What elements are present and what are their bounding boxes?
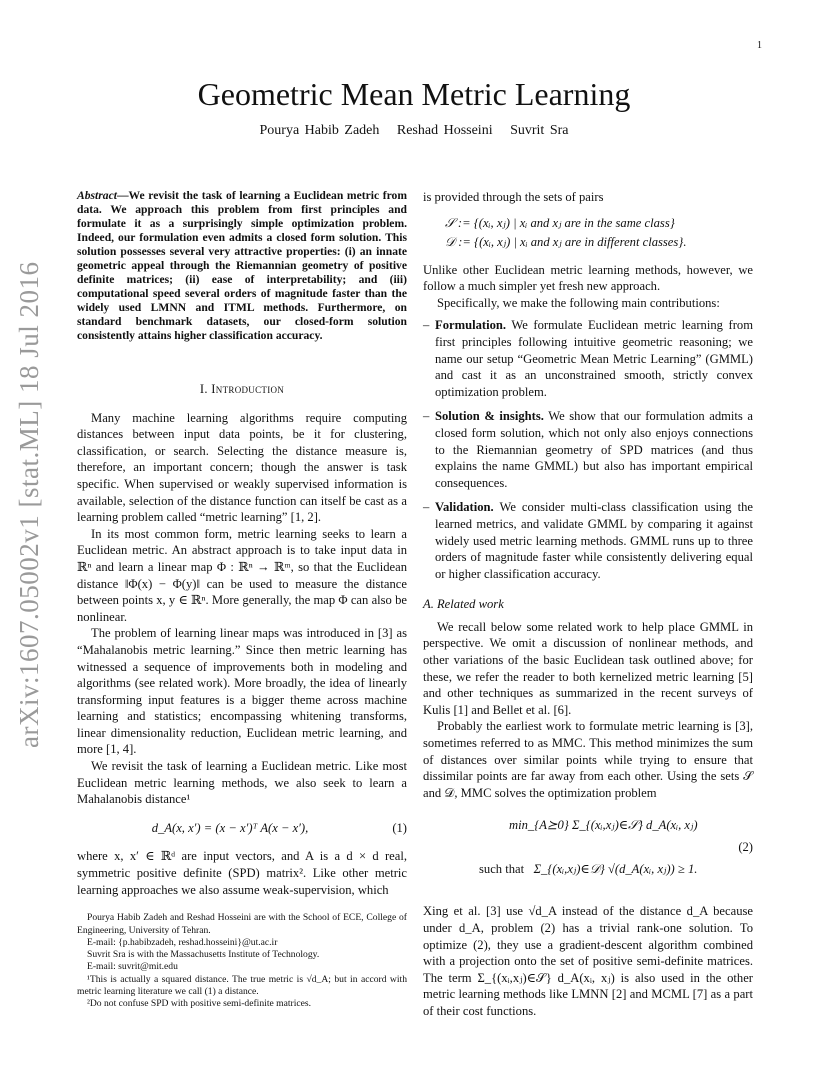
left-column [77,189,407,1011]
abstract [77,189,407,343]
arxiv-stamp[interactable]: arXiv:1607.05002v1 [stat.ML] 18 Jul 2016 [14,261,44,748]
contribution-list [423,317,753,582]
abstract-label: Abstract [77,189,117,202]
footnote-2: ²Do not confuse SPD with positive semi-definite matrices. [87,998,312,1010]
affiliation-1: Pourya Habib Zadeh and Reshad Hosseini are with the School of ECE, College of Engineering, University of Tehran. [77,912,407,936]
contribution-title: Formulation. [435,318,507,333]
dissimilar-set-definition: 𝒟 := {(xᵢ, xⱼ) | xᵢ and xⱼ are in different classes}. [445,234,687,249]
intro-paragraph-3: The problem of learning linear maps was introduced in [3] as “Mahalanobis metric learning.” Since then metric learning has witnessed a sequence of improvements both in modeling and algorithms (see related work). More broadly, the idea of linearly transforming input features is a bigger theme across machine learning and statistics; encompassing whitening transforms, linear dimensionality reduction, Euclidean metric learning, and more [1, 4]. [77,626,407,757]
intro-paragraph-2: In its most common form, metric learning seeks to learn a Euclidean metric. An abstract approach is to take input data in ℝⁿ and learn a linear map Φ : ℝⁿ → ℝᵐ, so that the Euclidean distance ‖Φ(x) − Φ(y)‖ can be used to measure the distance between points x, y ∈ ℝⁿ. More generally, the map Φ can also be nonlinear. [77,526,407,624]
paper-title: Geometric Mean Metric Learning [197,76,631,112]
equation-2-constraint-body: Σ_{(xᵢ,xⱼ)∈𝒟} √(d_A(xᵢ, xⱼ)) ≥ 1. [533,862,698,877]
section-heading-introduction: I. Introduction [199,382,285,396]
right-column [423,189,753,1020]
email-1: E-mail: {p.habibzadeh, reshad.hosseini}@ut.ac.ir [87,936,278,948]
related-paragraph-1: We recall below some related work to help place GMML in perspective. We omit a discussion of nonlinear methods, and other variations of the basic Euclidean task outlined above; for these, we refer the reader to both kernelized metric learning [5] and other techniques as summarized in the recent surveys of Kulis [1] and Bellet et al. [6]. [423,619,753,717]
related-paragraph-3: Xing et al. [3] use √d_A instead of the distance d_A because under d_A, problem (2) has a trivial rank-one solution. To optimize (2), they use a gradient-descent algorithm combined with a projection onto the set of positive semi-definite matrices. The term Σ_{(xᵢ,xⱼ)∈𝒮} d_A(xᵢ, xⱼ) is also used in the other metric learning methods like LMNN [2] and MCML [7] as a part of their cost functions. [423,904,753,1018]
contribution-item [423,408,753,491]
contribution-text: We show that our formulation admits a closed form solution, which not only also enjoys connections to the Riemannian geometry of SPD matrices (and thus explains the name GMML) but also has important empirical consequences. [435,409,753,490]
author-list [0,123,828,139]
footnotes [77,912,407,1010]
contribution-text: We formulate Euclidean metric learning from first principles following intuitive geometric reasoning; we name our setup “Geometric Mean Metric Learning” (GMML) and cast it as an unconstrained smooth, strictly convex optimization problem. [435,318,753,399]
equation-1-body: d_A(x, x′) = (x − x′)ᵀ A(x − x′), [151,820,309,835]
contribution-title: Validation. [435,500,494,515]
contribution-text: We consider multi-class classification using the learned metrics, and validate GMML by comparing it against widely used metric learning methods. GMML runs up to three orders of magnitude faster while consistently delivering equal or higher classification accuracy. [435,500,753,581]
page-number: 1 [757,40,762,51]
author-3: Suvrit Sra [510,123,569,138]
contribution-title: Solution & insights. [435,409,544,424]
right-paragraph-3: Specifically, we make the following main contributions: [437,295,720,310]
author-1: Pourya Habib Zadeh [259,123,380,138]
similar-set-definition: 𝒮 := {(xᵢ, xⱼ) | xᵢ and xⱼ are in the same class} [445,215,675,230]
equation-1 [77,820,407,837]
right-paragraph-2: Unlike other Euclidean metric learning methods, however, we follow a much simpler yet fresh new approach. [423,262,753,294]
equation-2-objective: min_{A⪰0} Σ_{(xᵢ,xⱼ)∈𝒮} d_A(xᵢ, xⱼ) [509,818,698,833]
affiliation-2: Suvrit Sra is with the Massachusetts Institute of Technology. [87,949,320,961]
intro-paragraph-1: Many machine learning algorithms require computing distances between input data points, be it for clustering, classification, or search. Selecting the distance measure is, therefore, an important concern; though the answer is task specific. When supervised or weakly supervised information is available, selection of the distance function can itself be cast as a learning problem called “metric learning” [1, 2]. [77,410,407,525]
equation-2-constraint [479,861,697,878]
email-2: E-mail: suvrit@mit.edu [87,961,178,973]
intro-paragraph-5: where x, x′ ∈ ℝᵈ are input vectors, and A is a d × d real, symmetric positive definite (SPD) matrix². Like other metric learning approaches we also assume weak-supervision, which [77,849,407,897]
intro-paragraph-4: We revisit the task of learning a Euclidean metric. Like most Euclidean metric learning methods, we also seek to learn a Mahalanobis distance¹ [77,759,407,807]
equation-2 [423,809,753,895]
contribution-item [423,317,753,400]
right-paragraph-1: is provided through the sets of pairs [423,190,604,204]
pair-set-definitions [445,214,753,252]
footnote-1: ¹This is actually a squared distance. The true metric is √d_A; but in accord with metric learning literature we call (1) a distance. [77,973,407,997]
subsection-heading-related-work: A. Related work [423,597,504,612]
related-paragraph-2: Probably the earliest work to formulate metric learning is [3], sometimes referred to as MMC. This method minimizes the sum of distances over similar points while trying to ensure that dissimilar points are far away from each other. Using the sets 𝒮 and 𝒟, MMC solves the optimization problem [423,719,753,800]
contribution-item [423,499,753,582]
equation-1-number: (1) [392,820,407,835]
such-that-label: such that [479,862,525,877]
author-2: Reshad Hosseini [396,123,493,138]
equation-2-number: (2) [738,840,753,855]
abstract-text: —We revisit the task of learning a Euclidean metric from data. We approach this problem from first principles and formulate it as a surprisingly simple optimization problem. Indeed, our formulation even admits a closed form solution. This solution possesses several very attractive properties: (i) an innate geometric appeal through the Riemannian geometry of positive definite matrices; (ii) ease of interpretability; and (iii) computational speed several orders of magnitude faster than the widely used LMNN and ITML methods. Furthermore, on standard benchmark datasets, our closed-form solution consistently attains higher classification accuracy. [77,189,407,342]
